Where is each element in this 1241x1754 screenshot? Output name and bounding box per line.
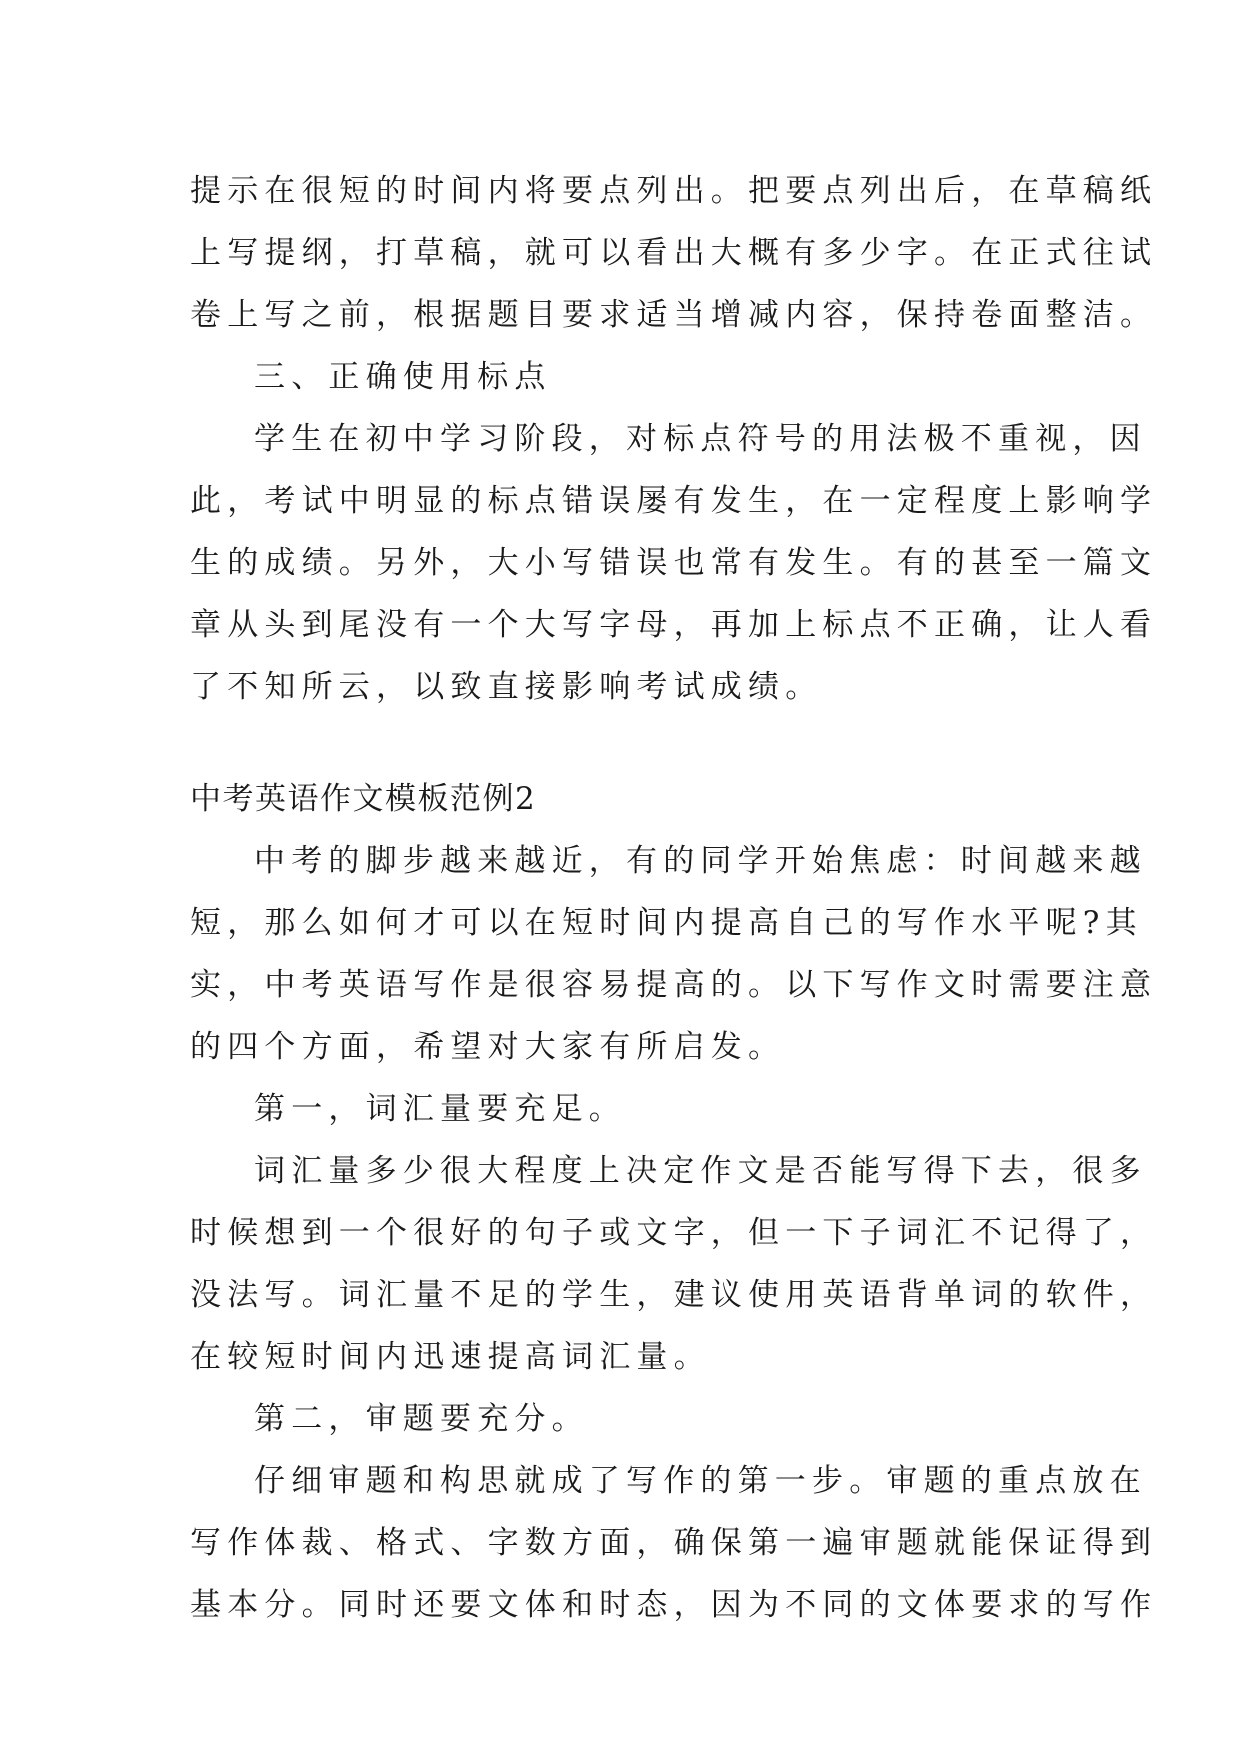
paragraph-line: 此，考试中明显的标点错误屡有发生，在一定程度上影响学: [190, 483, 1158, 519]
paragraph-line: 学生在初中学习阶段，对标点符号的用法极不重视，因: [254, 421, 1147, 457]
paragraph-line: 短，那么如何才可以在短时间内提高自己的写作水平呢?其: [190, 905, 1143, 941]
paragraph-line: 实，中考英语写作是很容易提高的。以下写作文时需要注意: [190, 967, 1158, 1003]
paragraph-line: 生的成绩。另外，大小写错误也常有发生。有的甚至一篇文: [190, 545, 1158, 581]
point-heading-vocabulary: 第一，词汇量要充足。: [254, 1091, 626, 1127]
paragraph-line: 提示在很短的时间内将要点列出。把要点列出后，在草稿纸: [190, 173, 1158, 209]
subheading-punctuation: 三、正确使用标点: [254, 359, 552, 395]
paragraph-line: 上写提纲，打草稿，就可以看出大概有多少字。在正式往试: [190, 235, 1158, 271]
paragraph-line: 的四个方面，希望对大家有所启发。: [190, 1029, 786, 1065]
paragraph-line: 基本分。同时还要文体和时态，因为不同的文体要求的写作: [190, 1587, 1158, 1623]
paragraph-line: 了不知所云，以致直接影响考试成绩。: [190, 669, 823, 705]
paragraph-line: 在较短时间内迅速提高词汇量。: [190, 1339, 711, 1375]
section-title: 中考英语作文模板范例2: [190, 781, 537, 817]
paragraph-line: 没法写。词汇量不足的学生，建议使用英语背单词的软件，: [190, 1277, 1158, 1313]
document-page: [190, 160, 1158, 1636]
paragraph-line: 词汇量多少很大程度上决定作文是否能写得下去，很多: [254, 1153, 1147, 1189]
paragraph-line: 章从头到尾没有一个大写字母，再加上标点不正确，让人看: [190, 607, 1158, 643]
point-heading-reading-prompt: 第二，审题要充分。: [254, 1401, 589, 1437]
paragraph-line: 仔细审题和构思就成了写作的第一步。审题的重点放在: [254, 1463, 1147, 1499]
paragraph-line: 时候想到一个很好的句子或文字，但一下子词汇不记得了，: [190, 1215, 1158, 1251]
paragraph-line: 写作体裁、格式、字数方面，确保第一遍审题就能保证得到: [190, 1525, 1158, 1561]
section-gap: [190, 718, 1065, 768]
paragraph-line: 中考的脚步越来越近，有的同学开始焦虑：时间越来越: [254, 843, 1147, 879]
paragraph-line: 卷上写之前，根据题目要求适当增减内容，保持卷面整洁。: [190, 297, 1158, 333]
